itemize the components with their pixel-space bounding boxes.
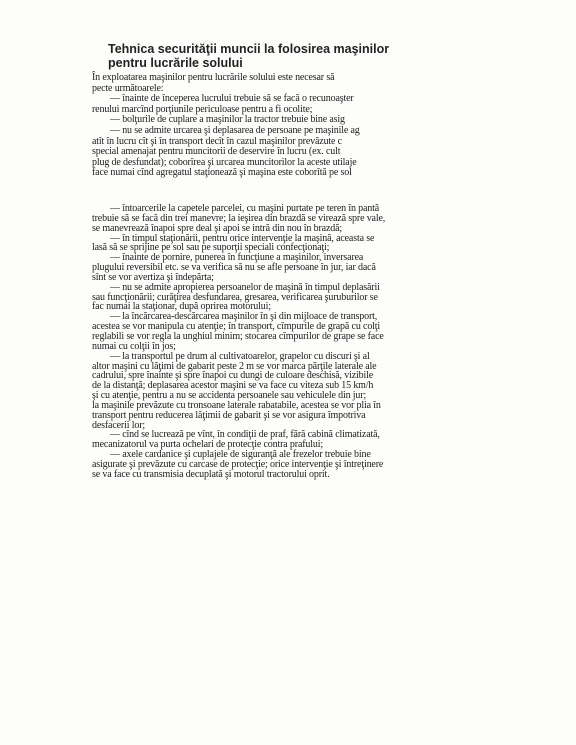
text-line: numai cu colţii în jos; [92, 340, 176, 352]
text-line: transport pentru reducerea lăţimii de gabarit şi se vor asigura împotriva [92, 409, 366, 421]
text-line: lasă să se sprijine pe sol sau pe suporţii speciali confecţionaţi; [92, 242, 330, 254]
text-line: acestea se vor manipula cu atenţie; în transport, cîmpurile de grapă cu colţi [92, 321, 381, 333]
text-line: special amenajat pentru muncitorii de deservire în lucru (ex. cult [92, 146, 341, 158]
text-line: — axele cardanice şi cuplajele de siguranţă ale frezelor trebuie bine [110, 449, 371, 461]
text-line: — în timpul staţionării, pentru orice intervenţie la maşină, aceasta se [110, 232, 375, 244]
text-line: plugului reversibil etc. se va verifica să nu se afle persoane în jur, iar dacă [92, 262, 376, 274]
text-line: la maşinile prevăzute cu tronsoane laterale rabatabile, acestea se vor plia în [92, 399, 381, 411]
text-line: În exploatarea maşinilor pentru lucrările solului este necesar să [92, 72, 335, 83]
text-line: renului marcînd porţiunile periculoase pentru a fi ocolite; [92, 103, 313, 115]
text-line: — întoarcerile la capetele parcelei, cu maşini purtate pe teren în pantă [110, 203, 380, 214]
text-line: — înainte de începerea lucrului trebuie să se facă o recunoaşter [110, 93, 354, 105]
text-line: — nu se admite urcarea şi deplasarea de persoane pe maşinile ag [110, 124, 360, 136]
text-line: reglabili se vor regla la unghiul minim; stocarea cîmpurilor de grape se face [92, 330, 384, 342]
text-line: sau funcţionării; curăţirea desfundarea, gresarea, verificarea şuruburilor se [92, 291, 378, 303]
text-line: — nu se admite apropierea persoanelor de maşină în timpul deplasării [110, 281, 380, 293]
text-line: şi cu atenţie, pentru a nu se accidenta persoanele sau vehiculele din jur; [92, 390, 367, 402]
safety-rules-text-block [92, 204, 576, 480]
text-line: pecte următoarele: [92, 82, 164, 94]
text-line: altor maşini cu lăţimi de gabarit peste 2 m se vor marca părţile laterale ale [92, 360, 377, 372]
text-line: se va face cu transmisia decuplată şi motorul tractorului oprit. [92, 468, 330, 480]
text-line: — bolţurile de cuplare a maşinilor la tractor trebuie bine asig [110, 114, 345, 126]
text-line: de la distanţă; deplasarea acestor maşini se va face cu viteza sub 15 km/h [92, 380, 374, 392]
text-line: — cînd se lucrează pe vînt, în condiţii de praf, fără cabină climatizată, [110, 429, 380, 441]
title-line: Tehnica securităţii muncii la folosirea maşinilor [108, 42, 390, 56]
text-line: desfacerii lor; [92, 419, 145, 431]
text-line: — la încărcarea-descărcarea maşinilor în şi din mijloace de transport, [110, 311, 378, 323]
text-line: face numai cînd agregatul staţionează şi maşina este coborîtă pe sol [92, 167, 352, 179]
text-line: plug de desfundat); coborîrea şi urcarea muncitorilor la aceste utilaje [92, 156, 357, 168]
title-line: pentru lucrările solului [108, 56, 243, 70]
intro-text-block [92, 73, 576, 179]
text-line: fac numai la staţionar, după oprirea motorului; [92, 301, 271, 313]
text-line: mecanizatorul va purta ochelari de protecţie contra prafului; [92, 439, 324, 451]
text-line: — la transportul pe drum al cultivatoarelor, grapelor cu discuri şi al [110, 350, 370, 362]
text-line: sînt se vor avertiza şi îndepărta; [92, 271, 214, 283]
text-line: se manevrează înapoi spre deal şi apoi se intră din nou în brazdă; [92, 222, 343, 234]
text-line: trebuie să se facă din trei manevre; la ieşirea din brazdă se virează spre vale, [92, 212, 386, 224]
text-line: asigurate şi prevăzute cu carcase de protecţie; orice intervenţie şi întreţinere [92, 458, 384, 470]
document-title [108, 42, 408, 70]
text-line: atît în lucru cît şi în transport decît în cazul maşinilor prevăzute c [92, 135, 342, 147]
text-line: cadrului, spre înainte şi spre înapoi cu dungi de culoare deschisă, vizibile [92, 370, 374, 382]
text-line: — înainte de pornire, punerea în funcţiune a maşinilor, inversarea [110, 252, 364, 264]
